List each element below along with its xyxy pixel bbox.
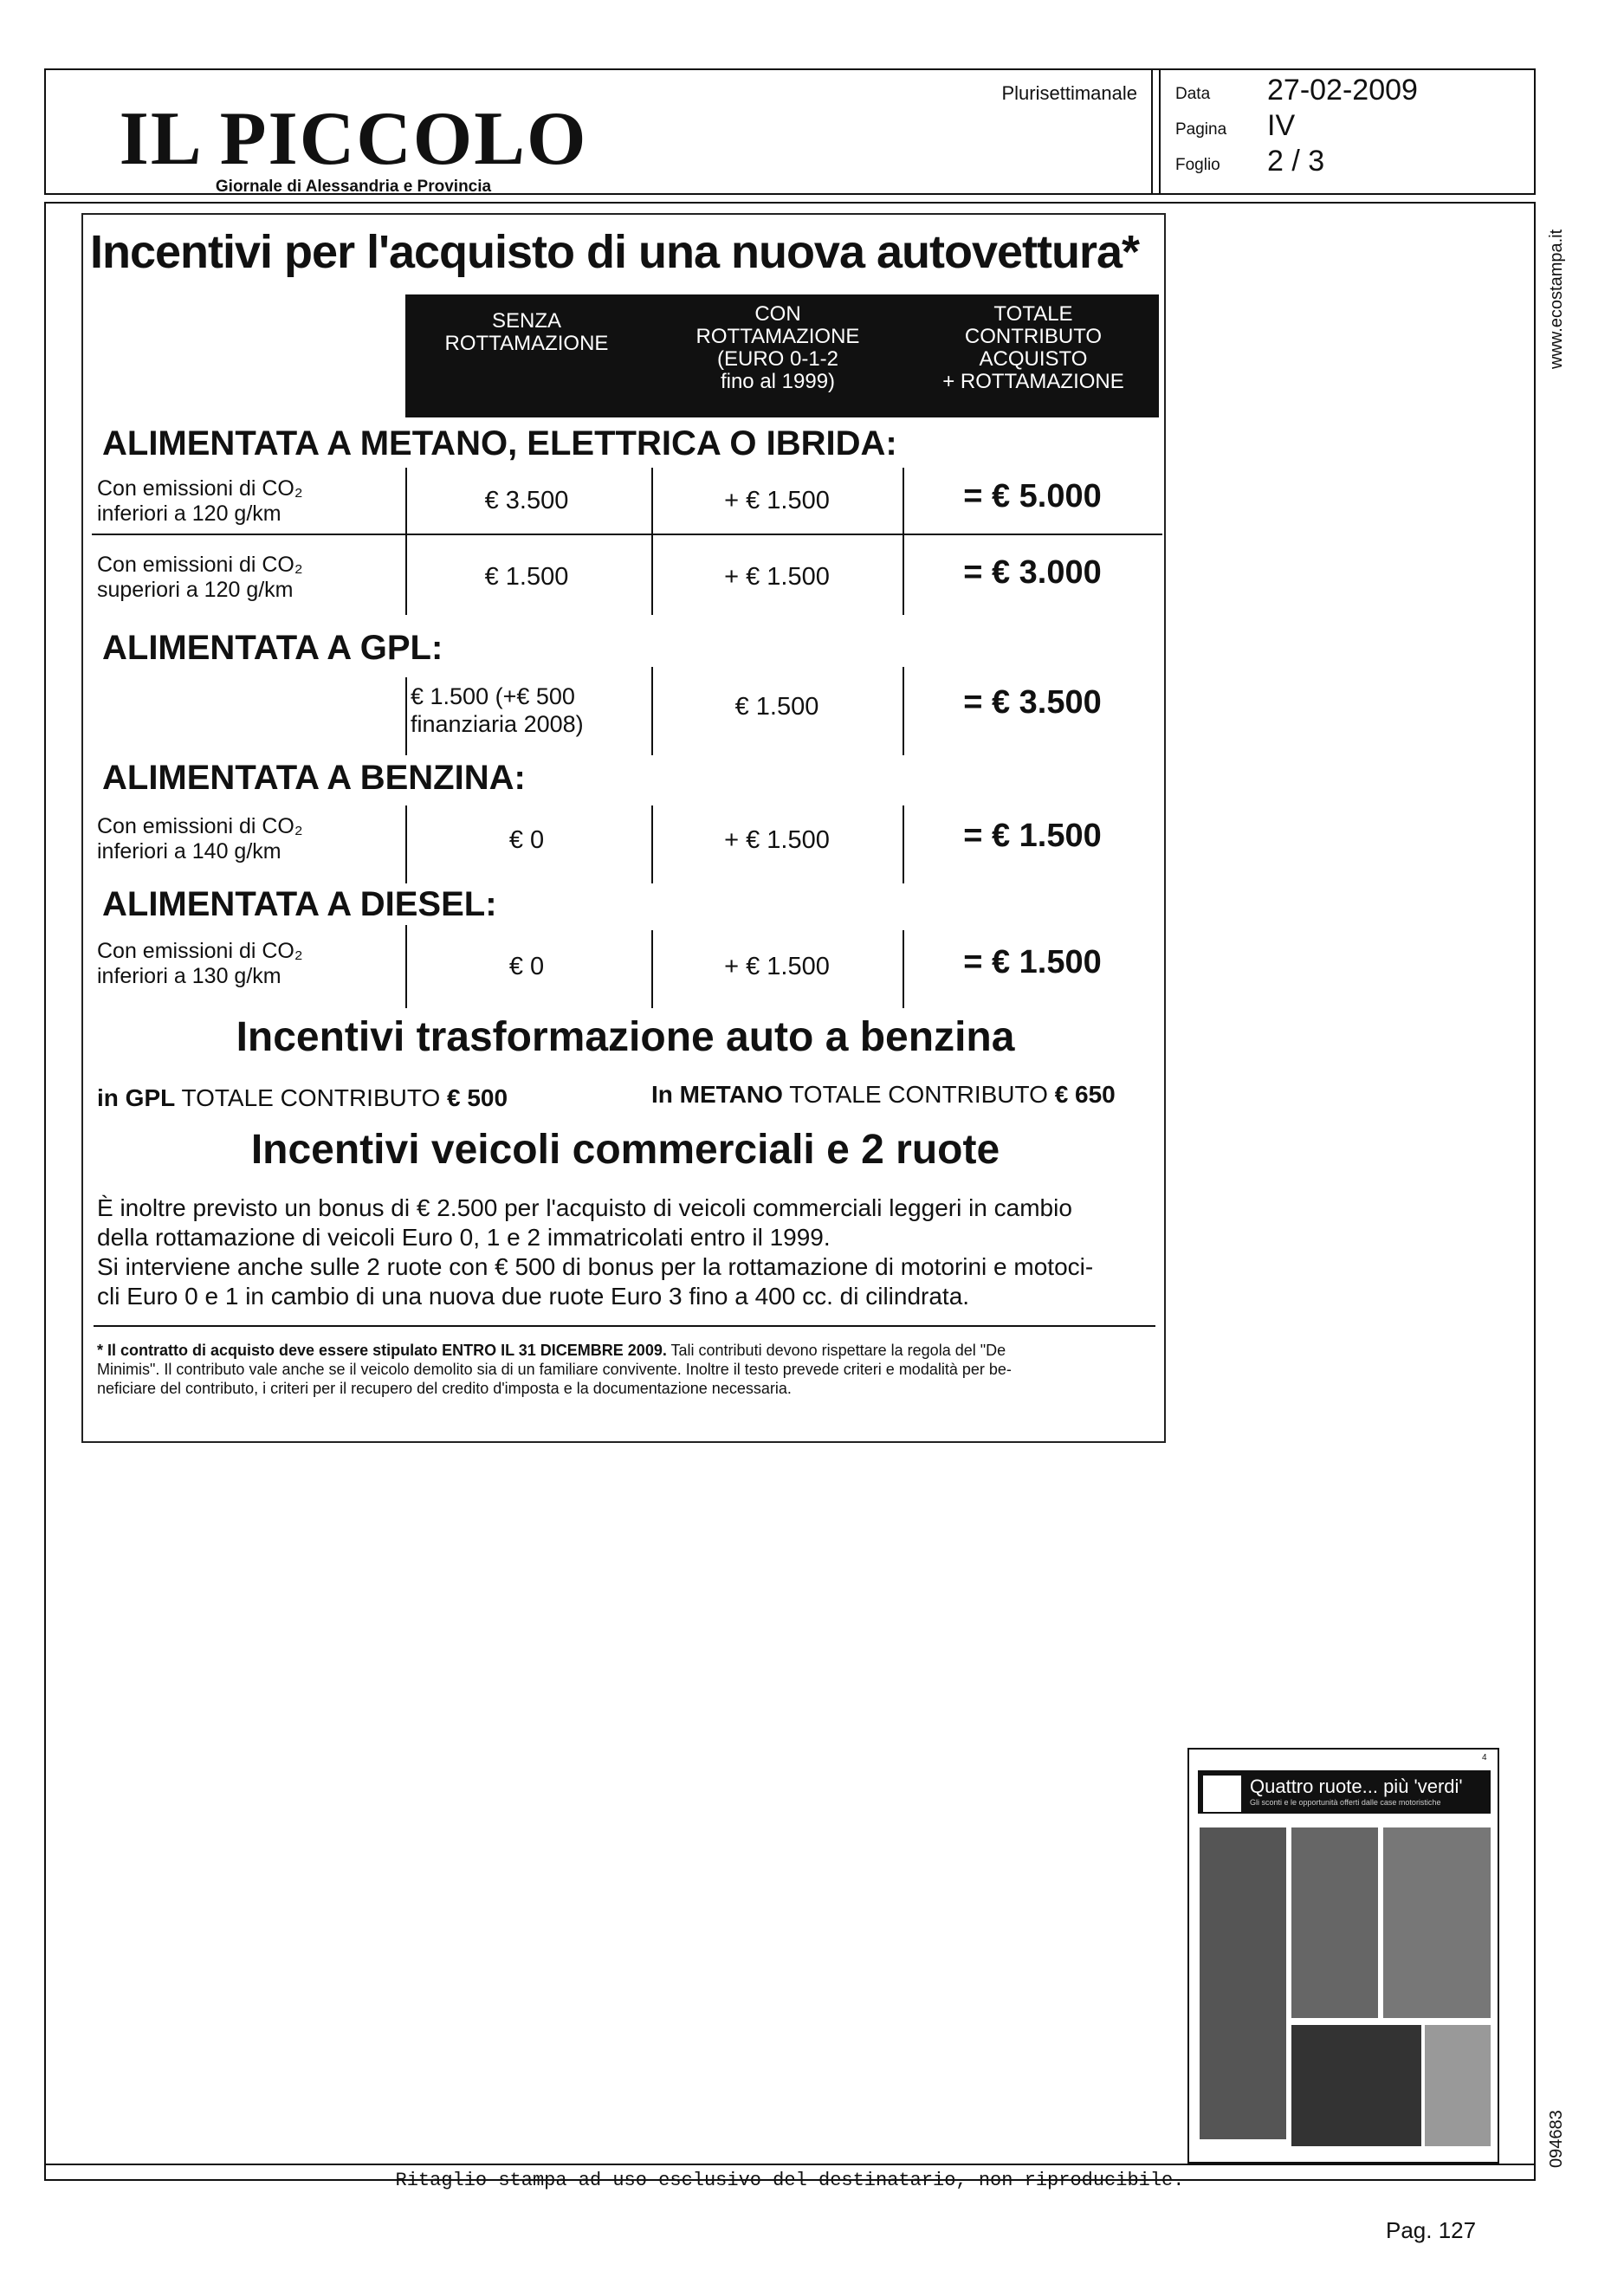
row-label: Con emissioni di CO₂ inferiori a 130 g/km (97, 939, 303, 988)
header-divider (1159, 70, 1161, 195)
meta-value-pagina: IV (1267, 109, 1296, 142)
article-box (81, 213, 1166, 1443)
table-header (405, 294, 1159, 417)
row-label: Con emissioni di CO₂ superiori a 120 g/km (97, 553, 303, 602)
cell-con: € 1.500 (734, 693, 819, 721)
thumbnail-column (1383, 1827, 1491, 2018)
meta-label-foglio: Foglio (1175, 156, 1220, 174)
cell-totale: = € 1.500 (963, 944, 1102, 980)
column-line (651, 468, 653, 615)
column-header-con: CON ROTTAMAZIONE (EURO 0-1-2 fino al 1999) (696, 302, 860, 393)
column-line (903, 667, 904, 755)
column-line (405, 925, 407, 1008)
subhead-commerciali: Incentivi veicoli commerciali e 2 ruote (250, 1127, 1000, 1173)
contributo-metano: In METANO TOTALE CONTRIBUTO € 650 (651, 1081, 1116, 1108)
article-headline: Incentivi per l'acquisto di una nuova autovettura* (90, 226, 1140, 278)
column-line (405, 805, 407, 883)
page-thumbnail (1187, 1748, 1499, 2164)
column-line (903, 468, 904, 615)
cell-senza: € 1.500 (+€ 500 finanziaria 2008) (411, 683, 584, 737)
meta-value-foglio: 2 / 3 (1267, 145, 1325, 178)
column-line (405, 468, 407, 615)
column-header-totale: TOTALE CONTRIBUTO ACQUISTO + ROTTAMAZIONE (942, 302, 1124, 393)
thumbnail-photo (1425, 2025, 1491, 2146)
cell-con: + € 1.500 (724, 563, 830, 591)
meta-value-data: 27-02-2009 (1267, 74, 1418, 107)
footer-divider (44, 2164, 1536, 2165)
section-title-benzina: ALIMENTATA A BENZINA: (102, 759, 526, 797)
thumbnail-column (1200, 1827, 1286, 2139)
section-title-diesel: ALIMENTATA A DIESEL: (102, 885, 497, 923)
publication-frequency: Plurisettimanale (1001, 82, 1137, 104)
masthead-subtitle: Giornale di Alessandria e Provincia (215, 178, 492, 196)
cell-con: + € 1.500 (724, 953, 830, 980)
thumbnail-subtitle: Gli sconti e le opportunità offerti dalle case motoristiche (1250, 1798, 1441, 1807)
meta-label-pagina: Pagina (1175, 120, 1227, 139)
header-box (44, 68, 1536, 195)
meta-label-data: Data (1175, 85, 1211, 103)
section-title-gpl: ALIMENTATA A GPL: (102, 629, 443, 667)
cell-totale: = € 3.000 (963, 554, 1102, 591)
commerciali-paragraph: È inoltre previsto un bonus di € 2.500 per l'acquisto di veicoli commerciali leggeri in cambio della rottamazione di veicoli Euro 0, 1 e 2 immatricolati entro il 1999. Si interviene anche sulle 2 ruote con € 500 di bonus per la rottamazione di motorini e motoci- cli Euro 0 e 1 in cambio di una nuova due ruote Euro 3 fino a 400 cc. di cilindrata. (97, 1194, 1094, 1310)
column-header-senza: SENZA ROTTAMAZIONE (444, 309, 609, 355)
cell-totale: = € 5.000 (963, 478, 1102, 514)
row-divider (92, 534, 1162, 535)
side-website: www.ecostampa.it (1547, 229, 1566, 369)
row-label: Con emissioni di CO₂ inferiori a 120 g/km (97, 476, 303, 526)
cell-senza: € 1.500 (484, 563, 569, 591)
footnote: * Il contratto di acquisto deve essere stipulato ENTRO IL 31 DICEMBRE 2009. Tali contributi devono rispettare la regola del "De Minimis". Il contributo vale anche se il veicolo demolito sia di un familiare convivente. Inoltre il testo prevede criteri e modalità per be- neficiare del contributo, i criteri per il recupero del credito d'imposta e la documentazione necessaria. (97, 1342, 1012, 1397)
column-line (903, 805, 904, 883)
column-line (405, 677, 407, 755)
cell-totale: = € 1.500 (963, 818, 1102, 854)
cell-senza: € 0 (508, 953, 545, 980)
header-divider (1151, 70, 1153, 195)
thumbnail-column (1291, 1827, 1378, 2018)
section-title-metano: ALIMENTATA A METANO, ELETTRICA O IBRIDA: (102, 424, 897, 463)
cell-con: + € 1.500 (724, 826, 830, 854)
thumbnail-logo (1201, 1774, 1243, 1814)
cell-totale: = € 3.500 (963, 684, 1102, 721)
cell-senza: € 0 (508, 826, 545, 854)
cell-senza: € 3.500 (484, 487, 569, 514)
contributo-gpl: in GPL TOTALE CONTRIBUTO € 500 (97, 1084, 508, 1111)
column-line (651, 930, 653, 1008)
masthead-title: IL PICCOLO (119, 97, 588, 181)
column-line (651, 667, 653, 755)
page-number: Pag. 127 (1386, 2217, 1477, 2243)
thumbnail-table (1291, 2025, 1421, 2146)
side-code: 094683 (1547, 2110, 1566, 2169)
cell-con: + € 1.500 (724, 487, 830, 514)
thumbnail-title: Quattro ruote... più 'verdi' (1250, 1776, 1463, 1797)
thumbnail-page-number: 4 (1482, 1753, 1487, 1763)
clipping-notice: Ritaglio stampa ad uso esclusivo del destinatario, non riproducibile. (395, 2170, 1185, 2191)
column-line (651, 805, 653, 883)
subhead-trasformazione: Incentivi trasformazione auto a benzina (236, 1014, 1015, 1060)
footnote-divider (94, 1325, 1155, 1327)
column-line (903, 930, 904, 1008)
row-label: Con emissioni di CO₂ inferiori a 140 g/km (97, 814, 303, 864)
